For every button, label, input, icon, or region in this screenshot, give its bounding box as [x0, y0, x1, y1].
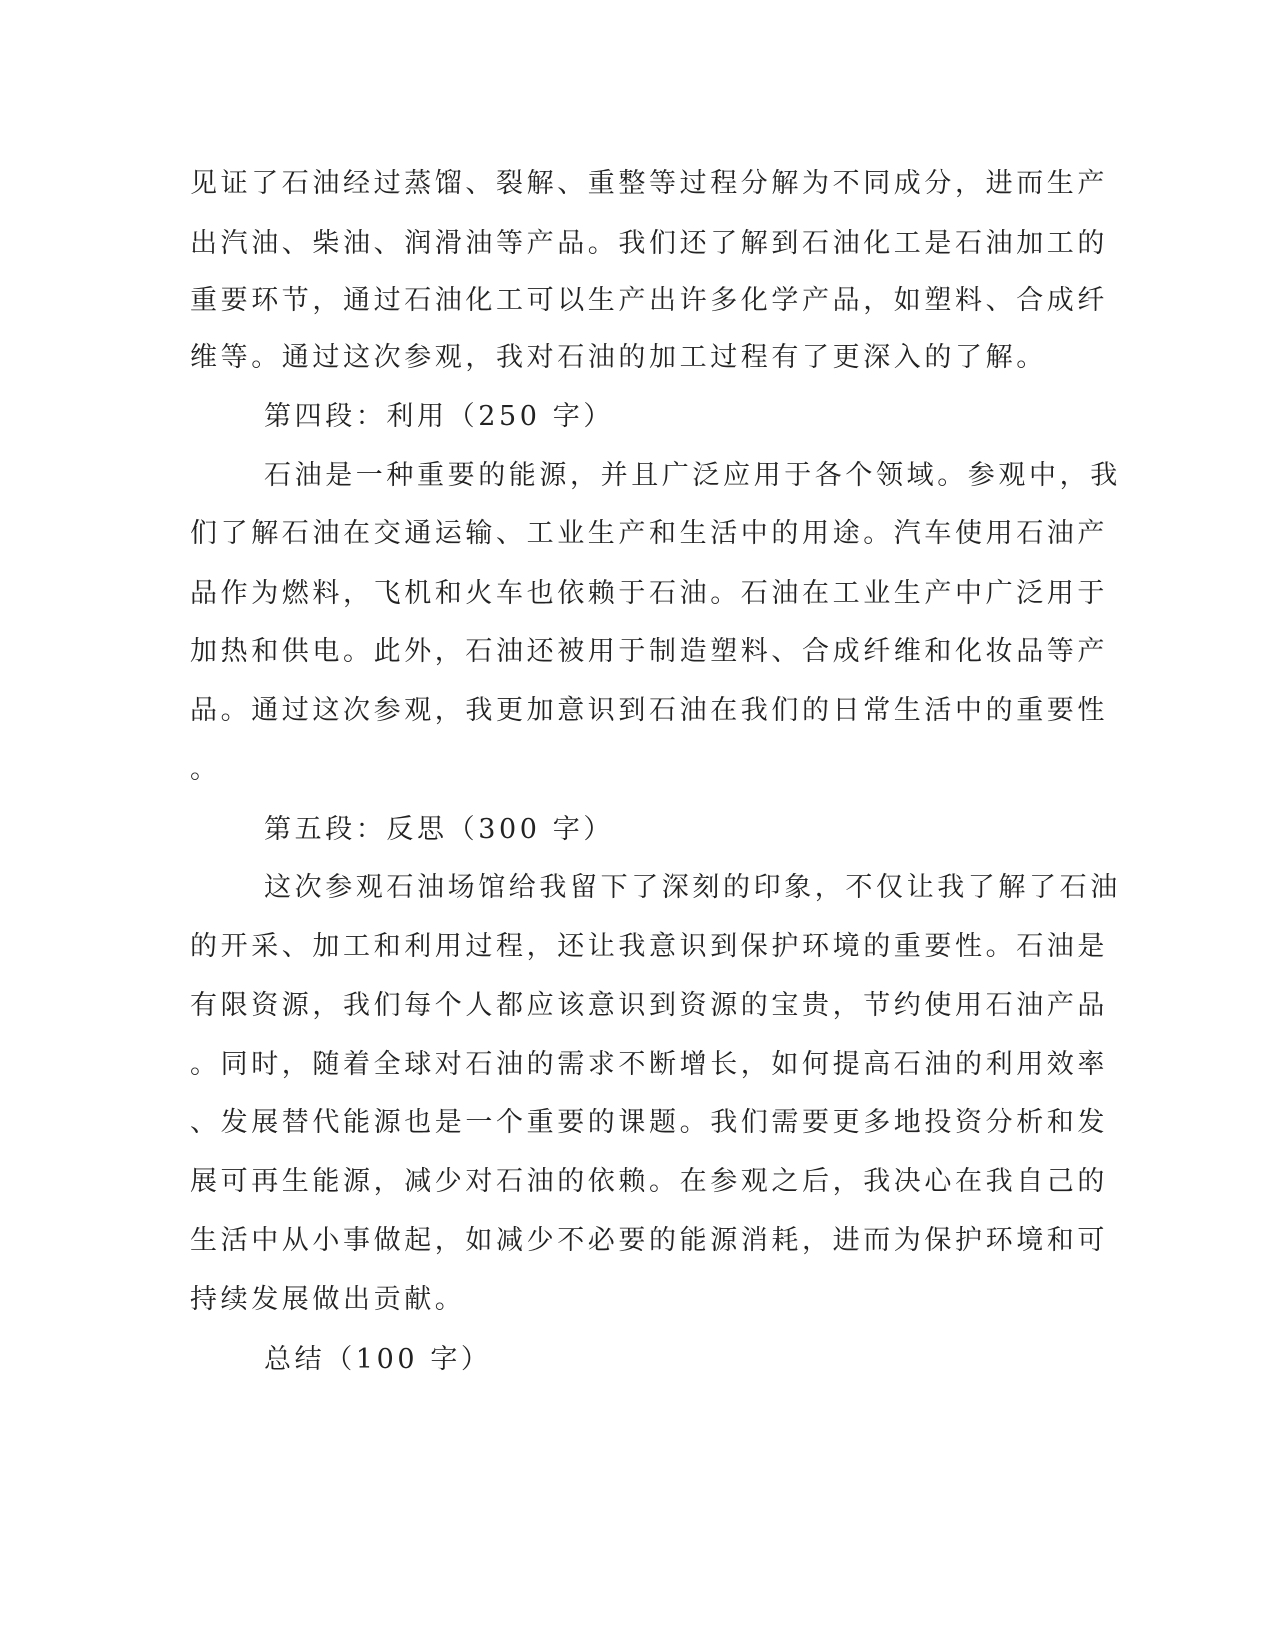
- paragraph-line: 有限资源，我们每个人都应该意识到资源的宝贵，节约使用石油产品: [190, 990, 1108, 1021]
- section-heading: 第五段：反思（300 字）: [264, 814, 614, 845]
- paragraph-line: 。: [190, 754, 221, 785]
- paragraph-line: 持续发展做出贡献。: [190, 1284, 466, 1315]
- paragraph-line: 生活中从小事做起，如减少不必要的能源消耗，进而为保护环境和可: [190, 1225, 1108, 1256]
- paragraph-line: 。同时，随着全球对石油的需求不断增长，如何提高石油的利用效率: [190, 1049, 1108, 1080]
- paragraph-line: 这次参观石油场馆给我留下了深刻的印象，不仅让我了解了石油: [264, 872, 1121, 903]
- paragraph-line: 石油是一种重要的能源，并且广泛应用于各个领域。参观中，我: [264, 460, 1121, 491]
- paragraph-line: 见证了石油经过蒸馏、裂解、重整等过程分解为不同成分，进而生产: [190, 168, 1108, 199]
- paragraph-line: 、发展替代能源也是一个重要的课题。我们需要更多地投资分析和发: [190, 1107, 1108, 1138]
- paragraph-line: 维等。通过这次参观，我对石油的加工过程有了更深入的了解。: [190, 342, 1047, 373]
- paragraph-line: 品。通过这次参观，我更加意识到石油在我们的日常生活中的重要性: [190, 695, 1108, 726]
- paragraph-line: 的开采、加工和利用过程，还让我意识到保护环境的重要性。石油是: [190, 931, 1108, 962]
- paragraph-line: 出汽油、柴油、润滑油等产品。我们还了解到石油化工是石油加工的: [190, 228, 1108, 259]
- paragraph-line: 们了解石油在交通运输、工业生产和生活中的用途。汽车使用石油产: [190, 518, 1108, 549]
- paragraph-line: 品作为燃料，飞机和火车也依赖于石油。石油在工业生产中广泛用于: [190, 578, 1108, 609]
- section-heading: 总结（100 字）: [264, 1344, 492, 1375]
- paragraph-line: 加热和供电。此外，石油还被用于制造塑料、合成纤维和化妆品等产: [190, 636, 1108, 667]
- section-heading: 第四段：利用（250 字）: [264, 401, 614, 432]
- paragraph-line: 展可再生能源，减少对石油的依赖。在参观之后，我决心在我自己的: [190, 1166, 1108, 1197]
- paragraph-line: 重要环节，通过石油化工可以生产出许多化学产品，如塑料、合成纤: [190, 285, 1108, 316]
